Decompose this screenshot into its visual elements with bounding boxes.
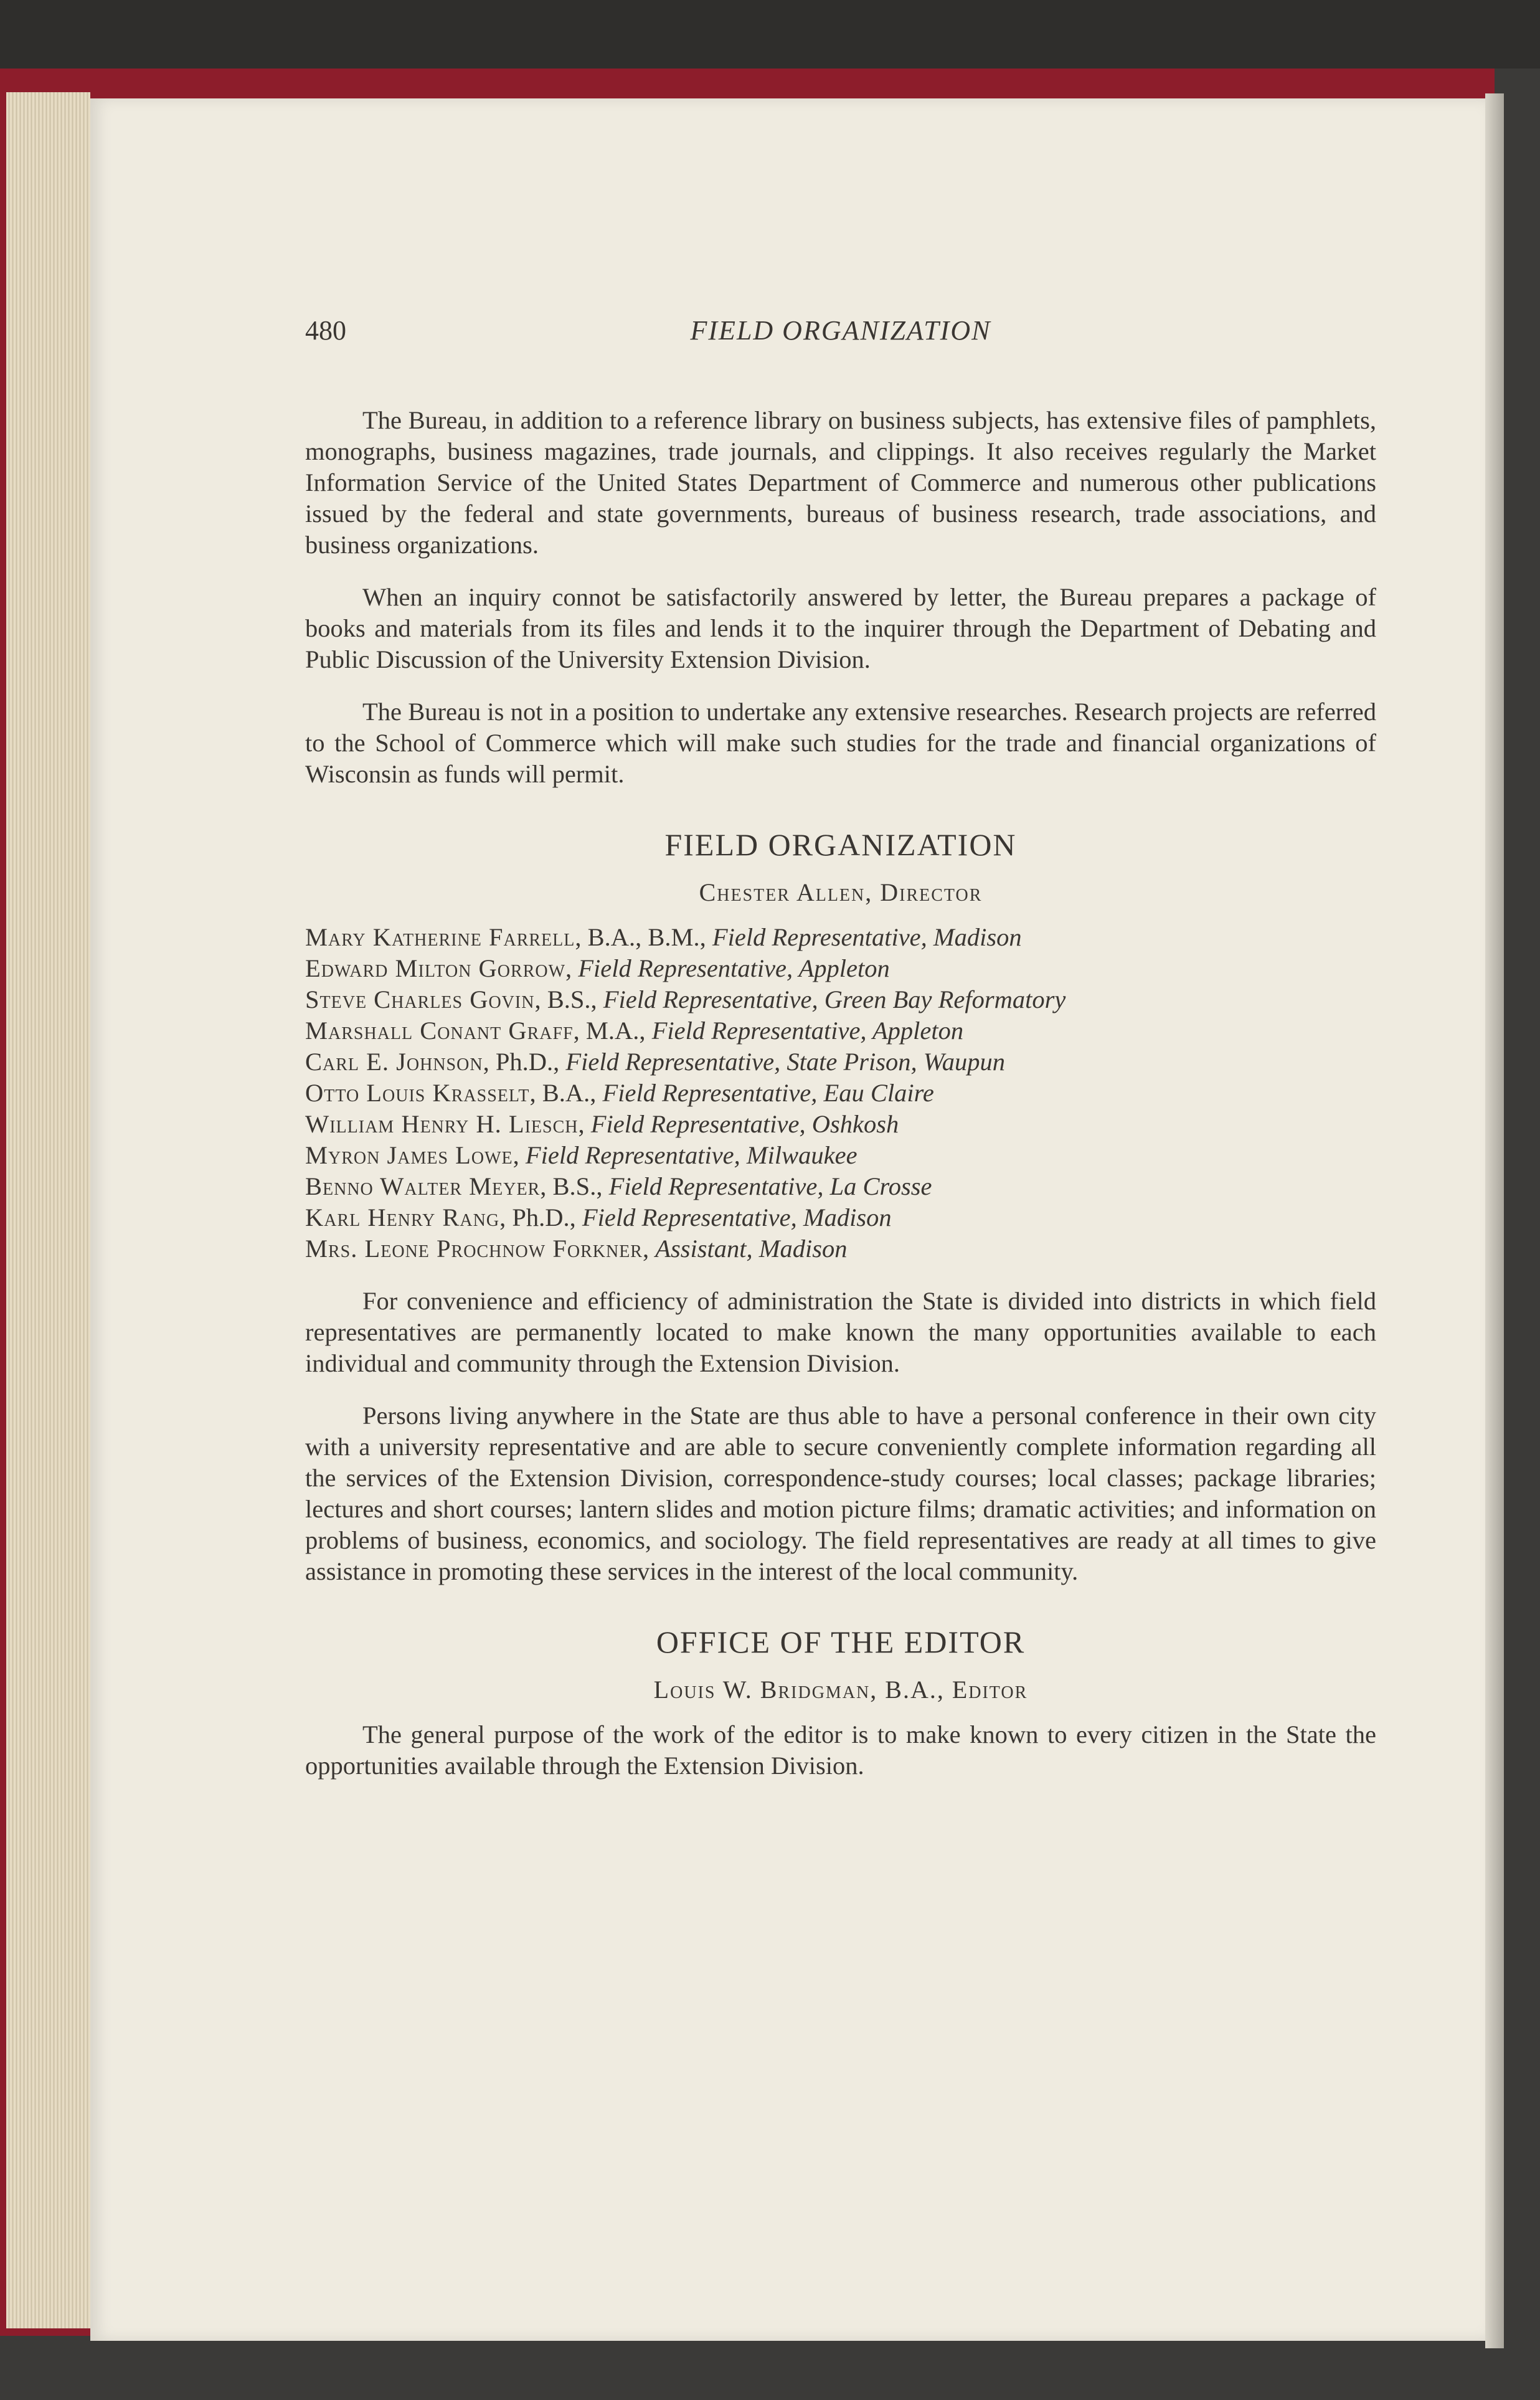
running-title: FIELD ORGANIZATION <box>690 315 991 346</box>
staff-degrees: , B.S., <box>540 1172 609 1200</box>
staff-role: Field Representative, Oshkosh <box>590 1110 899 1138</box>
staff-degrees: , Ph.D., <box>499 1203 582 1231</box>
staff-entry <box>305 953 1376 984</box>
staff-name: Steve Charles Govin <box>305 985 535 1013</box>
staff-role: Field Representative, Madison <box>712 923 1022 951</box>
editor-paragraph: The general purpose of the work of the editor is to make known to every citizen in the State the opportunities available through the Extension Division. <box>305 1720 1376 1780</box>
staff-degrees: , Ph.D., <box>483 1048 566 1076</box>
staff-role: Field Representative, Madison <box>582 1203 892 1231</box>
staff-degrees: , B.A., B.M., <box>575 923 712 951</box>
staff-entry <box>305 1109 1376 1140</box>
staff-list <box>305 922 1376 1264</box>
staff-role: Assistant, Madison <box>655 1235 848 1263</box>
staff-name: Mrs. Leone Prochnow Forkner <box>305 1235 643 1263</box>
staff-role: Field Representative, State Prison, Waupun <box>565 1048 1005 1076</box>
running-head <box>305 315 1376 352</box>
staff-entry <box>305 984 1376 1015</box>
field-organization-heading: FIELD ORGANIZATION <box>664 827 1017 862</box>
staff-role: Field Representative, Eau Claire <box>602 1079 934 1107</box>
staff-degrees: , <box>565 954 579 982</box>
staff-degrees: , <box>578 1110 591 1138</box>
staff-degrees: , M.A., <box>573 1017 652 1045</box>
staff-role: Field Representative, Appleton <box>578 954 890 982</box>
staff-entry <box>305 1046 1376 1078</box>
staff-role: Field Representative, Milwaukee <box>525 1141 857 1169</box>
staff-name: Karl Henry Rang <box>305 1203 500 1231</box>
staff-role: Field Representative, Green Bay Reformatory <box>603 985 1066 1013</box>
staff-entry <box>305 1078 1376 1109</box>
page-number: 480 <box>305 315 346 346</box>
intro-paragraph-2: When an inquiry connot be satisfactorily answered by letter, the Bureau prepares a package of books and materials from its files and lends it to the inquirer through the Department of Debating and Public Discussion of the University Extension Division. <box>305 583 1376 673</box>
page-gutter-shadow <box>1485 93 1504 2348</box>
staff-name: Myron James Lowe <box>305 1141 513 1169</box>
staff-degrees: , <box>513 1141 526 1169</box>
field-paragraph-2: Persons living anywhere in the State are thus able to have a personal conference in their own city with a university representative and are able to secure conveniently complete information regarding all the services of the Extension Division, correspondence-study courses; local classes; package libraries; lectures and short courses; lantern slides and motion picture films; dramatic activities; and information on problems of business, economics, and sociology. The field representatives are ready at all times to give assistance in promoting these services in the interest of the local community. <box>305 1402 1376 1585</box>
staff-role: Field Representative, Appleton <box>651 1017 964 1045</box>
staff-name: William Henry H. Liesch <box>305 1110 579 1138</box>
page-content <box>305 405 1376 1803</box>
intro-paragraph-3: The Bureau is not in a position to undertake any extensive researches. Research projects are referred to the School of Commerce which will make such studies for the trade and financial organizations of Wisconsin as funds will permit. <box>305 698 1376 788</box>
staff-entry <box>305 922 1376 953</box>
field-paragraph-1: For convenience and efficiency of administration the State is divided into districts in which field representatives are permanently located to make known the many opportunities available to each individual and community through the Extension Division. <box>305 1287 1376 1377</box>
intro-paragraph-1: The Bureau, in addition to a reference library on business subjects, has extensive files of pamphlets, monographs, business magazines, trade journals, and clippings. It also receives regularly the Market Information Service of the United States Department of Commerce and numerous other publications issued by the federal and state governments, bureaus of business research, trade associations, and business organizations. <box>305 406 1376 559</box>
staff-entry <box>305 1202 1376 1233</box>
page-block-edge <box>6 92 90 2328</box>
staff-name: Benno Walter Meyer <box>305 1172 541 1200</box>
staff-name: Edward Milton Gorrow <box>305 954 566 982</box>
staff-entry <box>305 1171 1376 1202</box>
editor-office-heading: OFFICE OF THE EDITOR <box>656 1625 1026 1659</box>
scan-background <box>0 0 1540 69</box>
staff-entry <box>305 1140 1376 1171</box>
staff-degrees: , <box>642 1235 656 1263</box>
staff-name: Carl E. Johnson <box>305 1048 483 1076</box>
editor-name: Louis W. Bridgman, B.A., Editor <box>653 1676 1028 1704</box>
staff-name: Marshall Conant Graff <box>305 1017 574 1045</box>
staff-entry <box>305 1233 1376 1264</box>
staff-name: Mary Katherine Farrell <box>305 923 575 951</box>
staff-role: Field Representative, La Crosse <box>608 1172 932 1200</box>
staff-degrees: , B.A., <box>529 1079 603 1107</box>
field-organization-director: Chester Allen, Director <box>699 878 983 906</box>
staff-name: Otto Louis Krasselt <box>305 1079 530 1107</box>
staff-degrees: , B.S., <box>534 985 603 1013</box>
staff-entry <box>305 1015 1376 1046</box>
